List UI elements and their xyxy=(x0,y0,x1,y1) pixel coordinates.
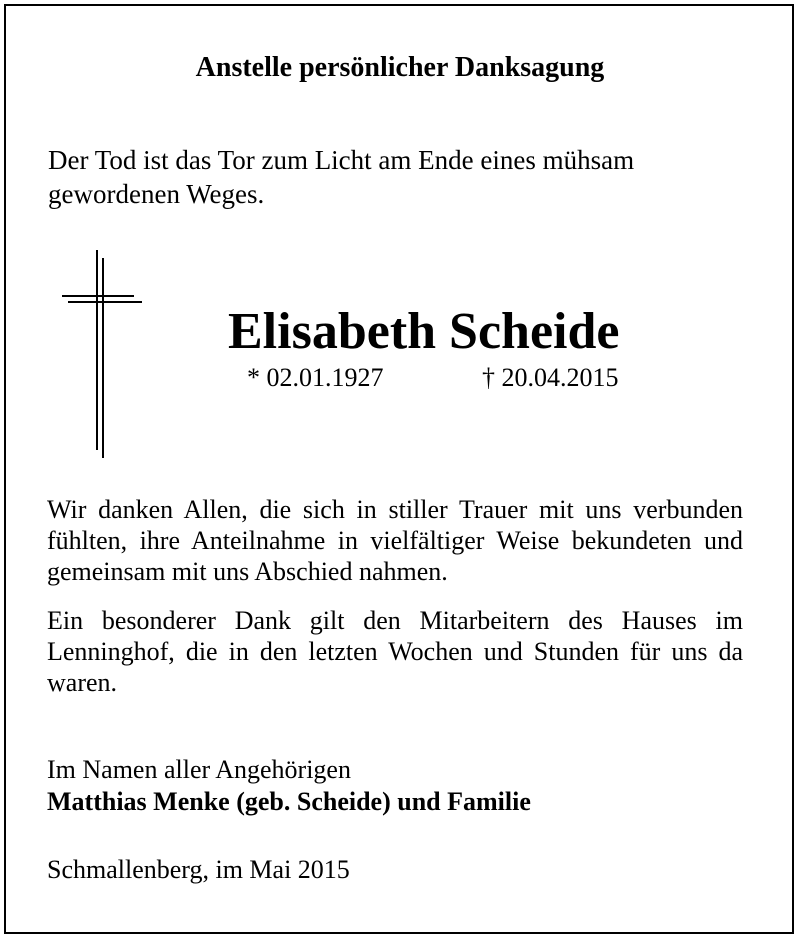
deceased-name: Elisabeth Scheide xyxy=(228,303,620,360)
thanks-paragraph: Wir danken Allen, die sich in stiller Trauer mit uns verbunden fühlten, ihre Anteilnahme in vielfältiger Weise bekundeten und gemeinsam mit uns Abschied nahmen. xyxy=(47,495,743,586)
special-thanks-paragraph: Ein besonderer Dank gilt den Mitarbeitern des Hauses im Lenninghof, die in den letzten Wochen und Stunden für uns da waren. xyxy=(47,606,743,697)
death-date: † 20.04.2015 xyxy=(482,363,619,392)
signature-intro: Im Namen aller Angehörigen xyxy=(47,755,351,784)
cross-icon xyxy=(60,250,144,458)
birth-date: * 02.01.1927 xyxy=(247,363,384,392)
signer-name: Matthias Menke (geb. Scheide) und Familie xyxy=(47,787,531,816)
notice-heading: Anstelle persönlicher Danksagung xyxy=(195,52,605,83)
motto-text: Der Tod ist das Tor zum Licht am Ende eines mühsam gewordenen Weges. xyxy=(48,145,635,209)
place-date: Schmallenberg, im Mai 2015 xyxy=(47,855,350,884)
